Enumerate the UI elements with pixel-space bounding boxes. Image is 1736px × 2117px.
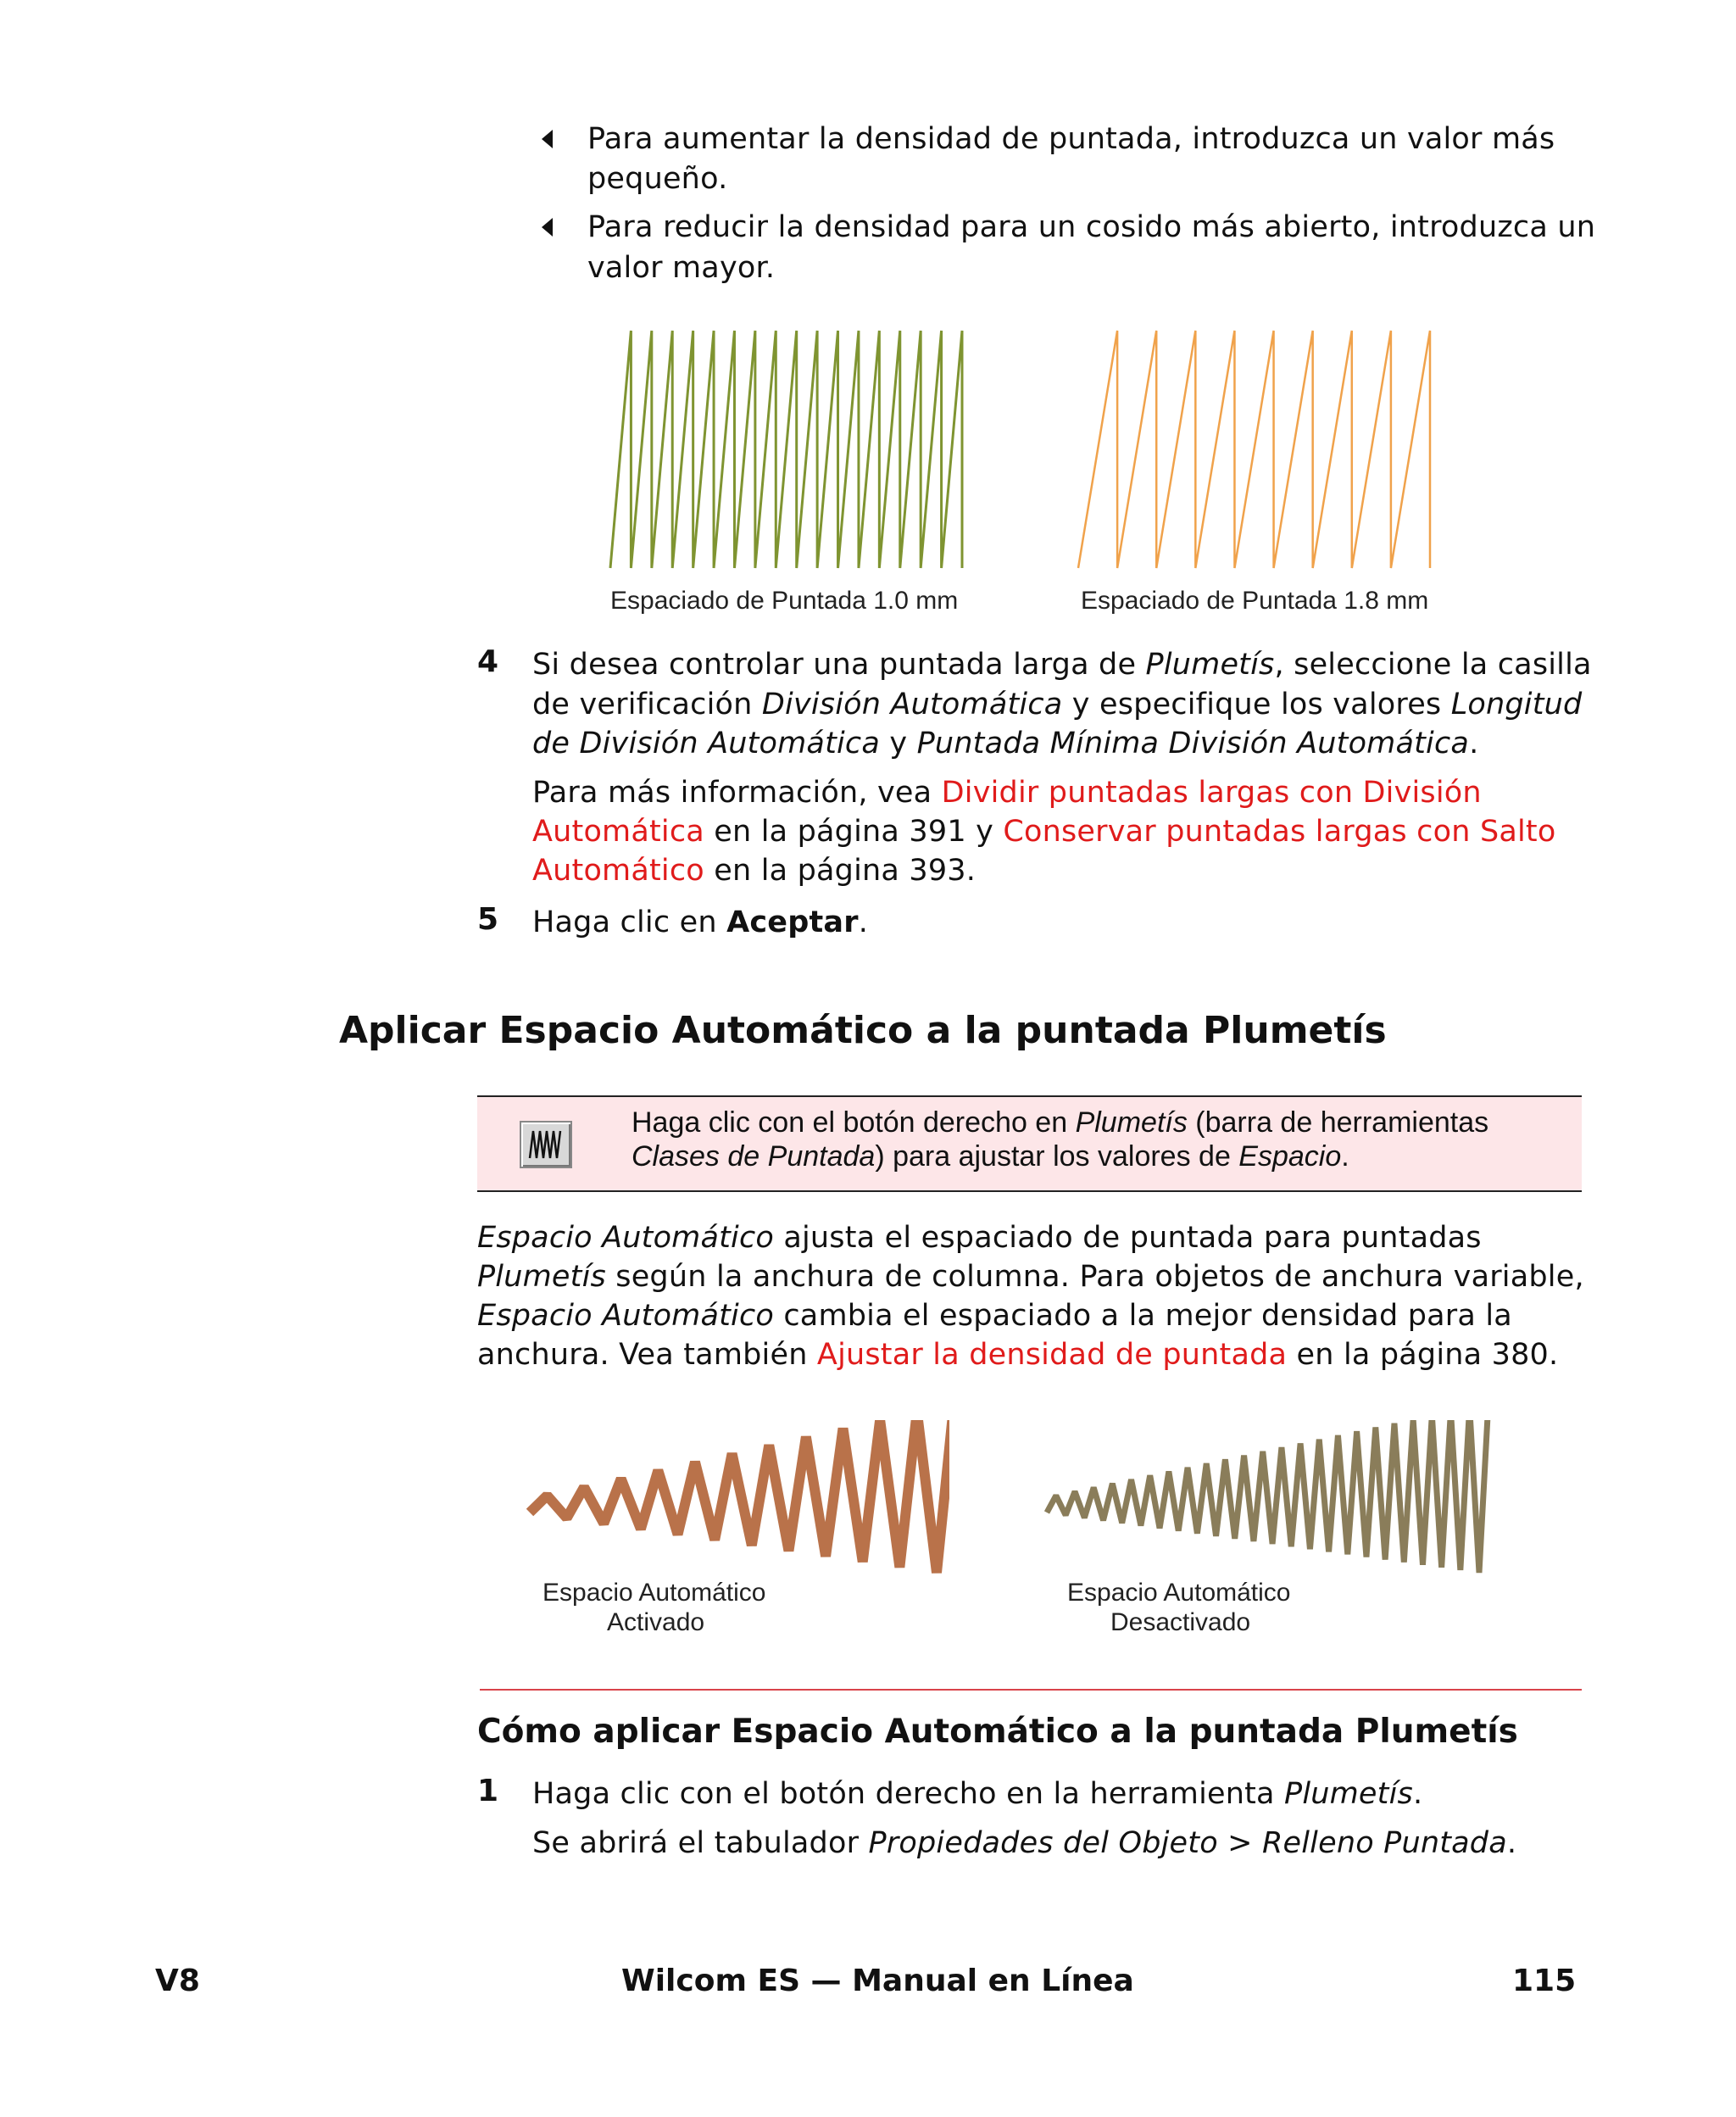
bullet-arrow-icon: [542, 130, 553, 148]
link-dividir-puntadas[interactable]: Dividir puntadas largas con División: [941, 776, 1482, 810]
link-ajustar-densidad[interactable]: Ajustar la densidad de puntada: [816, 1338, 1288, 1372]
step-1-result: Se abrirá el tabulador Propiedades del Objeto > Relleno Puntada.: [532, 1826, 1517, 1860]
tip-text: [632, 1106, 1564, 1173]
step-5-text: Haga clic en Aceptar.: [532, 905, 869, 939]
stitch-spacing-1mm-image: [609, 326, 973, 572]
subsection-title: Cómo aplicar Espacio Automático a la puntada Plumetís: [477, 1713, 1518, 1751]
stitch-zigzag: [610, 331, 962, 568]
figure-caption-right-1: Espacio Automático: [1067, 1579, 1291, 1607]
link-conservar-puntadas[interactable]: Conservar puntadas largas con Salto: [1003, 815, 1556, 849]
step-number: 4: [477, 644, 499, 679]
paragraph-line-3: Espacio Automático cambia el espaciado a la mejor densidad para la: [477, 1299, 1512, 1333]
figure-caption-right-2: Desactivado: [1110, 1608, 1251, 1636]
figure-caption-right: Espaciado de Puntada 1.8 mm: [1081, 587, 1429, 615]
satin-stitch-icon[interactable]: [520, 1121, 572, 1168]
paragraph-line-2: Plumetís según la anchura de columna. Para objetos de anchura variable,: [477, 1260, 1584, 1294]
link-dividir-puntadas-cont[interactable]: Automática: [532, 815, 704, 849]
link-conservar-puntadas-cont[interactable]: Automático: [532, 854, 704, 888]
footer-version: V8: [155, 1964, 200, 1998]
bullet-text-1: Para aumentar la densidad de puntada, introduzca un valor más: [587, 122, 1555, 156]
step-4-more-line-2: Automática en la página 391 y Conservar puntadas largas con Salto: [532, 815, 1556, 849]
step-4-line-1: Si desea controlar una puntada larga de Plumetís, seleccione la casilla: [532, 648, 1592, 682]
stitch-spacing-1-8mm-image: [1077, 326, 1441, 572]
tapered-satin-column: [530, 1420, 949, 1573]
bullet-text-2: Para reducir la densidad para un cosido más abierto, introduzca un: [587, 210, 1596, 244]
paragraph-line-4: anchura. Vea también Ajustar la densidad de puntada en la página 380.: [477, 1338, 1559, 1372]
step-4-more-line-1: Para más información, vea Dividir puntadas largas con División: [532, 776, 1482, 810]
step-1-text: Haga clic con el botón derecho en la herramienta Plumetís.: [532, 1777, 1423, 1811]
bullet-text-2-cont: valor mayor.: [587, 251, 776, 285]
tapered-satin-column: [1047, 1420, 1488, 1573]
paragraph-line-1: Espacio Automático ajusta el espaciado de puntada para puntadas: [477, 1221, 1482, 1255]
step-4-line-2: de verificación División Automática y especifique los valores Longitud: [532, 688, 1583, 721]
satin-stitch-glyph: [521, 1123, 570, 1167]
tip-box: [477, 1095, 1582, 1192]
stitch-zigzag: [1078, 331, 1430, 568]
footer-page-number: 115: [1512, 1964, 1577, 1998]
section-divider: [480, 1689, 1582, 1691]
footer-title: Wilcom ES — Manual en Línea: [621, 1964, 1134, 1998]
tip-line-2: Clases de Puntada) para ajustar los valores de Espacio.: [632, 1140, 1349, 1173]
figure-caption-left: Espaciado de Puntada 1.0 mm: [610, 587, 959, 615]
bullet-text-1-cont: pequeño.: [587, 162, 728, 196]
figure-caption-left-2: Activado: [607, 1608, 705, 1636]
section-title: Aplicar Espacio Automático a la puntada Plumetís: [339, 1009, 1387, 1052]
step-number: 5: [477, 902, 499, 937]
tip-line-1: Haga clic con el botón derecho en Plumetís (barra de herramientas: [632, 1106, 1489, 1139]
bullet-arrow-icon: [542, 218, 553, 237]
step-4-more-line-3: Automático en la página 393.: [532, 854, 976, 888]
step-4-line-3: de División Automática y Puntada Mínima División Automática.: [532, 727, 1479, 760]
figure-caption-left-1: Espacio Automático: [542, 1579, 766, 1607]
step-number: 1: [477, 1774, 499, 1808]
